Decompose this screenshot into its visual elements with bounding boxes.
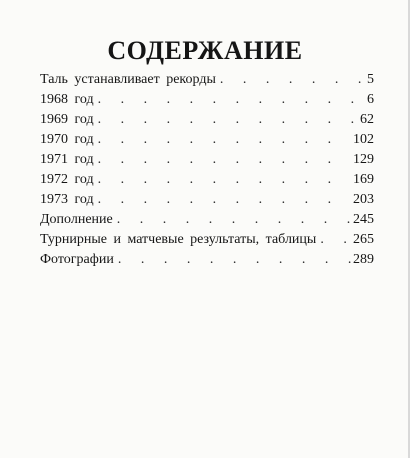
toc-entry-label: Фотографии [40,252,114,267]
toc-entry-page: 203 [353,192,374,207]
toc-entry-page: 289 [353,252,374,267]
toc-entry-label: 1971 год [40,152,94,167]
leader-dots [118,250,351,270]
leader-dots [98,190,351,210]
toc-entry-page: 62 [360,112,374,127]
toc-entry-page: 6 [367,92,374,107]
leader-dots [98,90,365,110]
leader-dots [98,150,351,170]
toc-entry-page: 5 [367,72,374,87]
toc-entry-page: 102 [353,132,374,147]
toc-entry-1969 [40,110,374,130]
page-title: СОДЕРЖАНИЕ [107,36,303,65]
toc-entry-page: 265 [353,232,374,247]
toc-entry-label: 1972 год [40,172,94,187]
toc-entry-results-tables [40,230,374,250]
toc-entry-label: 1969 год [40,112,94,127]
toc-entry-page: 245 [353,212,374,227]
leader-dots [320,230,351,250]
toc-entry-label: 1970 год [40,132,94,147]
leader-dots [220,70,365,90]
toc-entry-page: 169 [353,172,374,187]
toc-entry-photos [40,250,374,270]
toc-entry-page: 129 [353,152,374,167]
toc-entry-label: Дополнение [40,212,113,227]
toc-entry-label: Турнирные и матчевые результаты, таблицы [40,232,317,247]
leader-dots [98,170,351,190]
table-of-contents [40,70,374,270]
toc-entry-1972 [40,170,374,190]
toc-entry-1971 [40,150,374,170]
leader-dots [98,110,358,130]
toc-entry-supplement [40,210,374,230]
toc-entry-1973 [40,190,374,210]
toc-entry-talj-records [40,70,374,90]
toc-entry-label: 1973 год [40,192,94,207]
toc-entry-1970 [40,130,374,150]
toc-entry-label: 1968 год [40,92,94,107]
leader-dots [98,130,351,150]
leader-dots [117,210,351,230]
toc-entry-1968 [40,90,374,110]
toc-entry-label: Таль устанавливает рекорды [40,72,216,87]
